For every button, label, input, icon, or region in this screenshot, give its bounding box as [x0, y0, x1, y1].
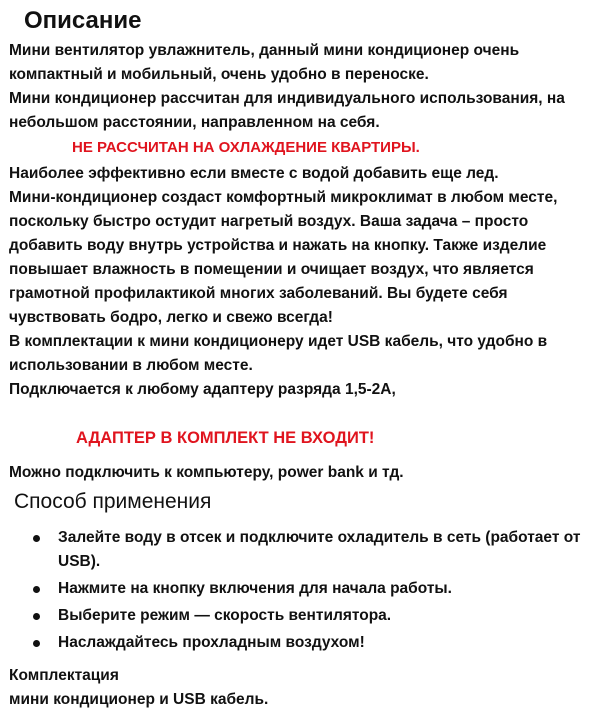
bullet-dot-icon: [33, 640, 40, 647]
main-line: Мини-кондиционер создаст комфортный микроклимат в любом месте,: [9, 189, 558, 206]
bullet-dot-icon: [33, 613, 40, 620]
heading-usage: Способ применения: [14, 490, 212, 513]
main-line: чувствовать бодро, легко и свежо всегда!: [9, 309, 333, 326]
connect-paragraph: [9, 461, 609, 485]
usage-step: [0, 631, 580, 655]
usage-step: [0, 577, 580, 601]
main-line: поскольку быстро остудит нагретый воздух. Ваша задача – просто: [9, 213, 529, 230]
main-line: Наиболее эффективно если вместе с водой добавить еще лед.: [9, 165, 499, 182]
usage-step-line: Выберите режим — скорость вентилятора.: [58, 607, 392, 624]
main-line: добавить воду внутрь устройства и нажать на кнопку. Также изделие: [9, 237, 547, 254]
kit-title: Комплектация: [9, 667, 119, 684]
usage-step-line: USB).: [58, 553, 101, 570]
bullet-dot-icon: [33, 586, 40, 593]
warning-adapter-not-included: АДАПТЕР В КОМПЛЕКТ НЕ ВХОДИТ!: [76, 429, 375, 447]
main-line: грамотной профилактикой многих заболеваний. Вы будете себя: [9, 285, 508, 302]
intro-line: Мини кондиционер рассчитан для индивидуального использования, на: [9, 90, 565, 107]
main-line: повышает влажность в помещении и очищает воздух, что является: [9, 261, 534, 278]
usage-step-line: Наслаждайтесь прохладным воздухом!: [58, 634, 365, 651]
intro-line: компактный и мобильный, очень удобно в переноске.: [9, 66, 429, 83]
kit-text: мини кондиционер и USB кабель.: [9, 691, 269, 708]
usage-step: [0, 604, 580, 628]
bullet-dot-icon: [33, 535, 40, 542]
intro-line: небольшом расстоянии, направленном на себя.: [9, 114, 380, 131]
main-line: использовании в любом месте.: [9, 357, 253, 374]
connect-line: Можно подключить к компьютеру, power bank и тд.: [9, 464, 404, 481]
main-line: В комплектации к мини кондиционеру идет USB кабель, что удобно в: [9, 333, 548, 350]
kit-section: [9, 664, 609, 712]
warning-no-apartment-cooling: НЕ РАССЧИТАН НА ОХЛАЖДЕНИЕ КВАРТИРЫ.: [72, 139, 420, 156]
heading-description: Описание: [24, 7, 142, 34]
main-paragraph: [9, 162, 609, 402]
intro-paragraph: [9, 39, 609, 135]
usage-step-line: Нажмите на кнопку включения для начала работы.: [58, 580, 452, 597]
intro-line: Мини вентилятор увлажнитель, данный мини кондиционер очень: [9, 42, 520, 59]
usage-step: [0, 526, 580, 574]
usage-step-line: Залейте воду в отсек и подключите охладитель в сеть (работает от: [58, 529, 581, 546]
usage-steps-list: [0, 526, 580, 658]
main-line: Подключается к любому адаптеру разряда 1,5-2А,: [9, 381, 396, 398]
